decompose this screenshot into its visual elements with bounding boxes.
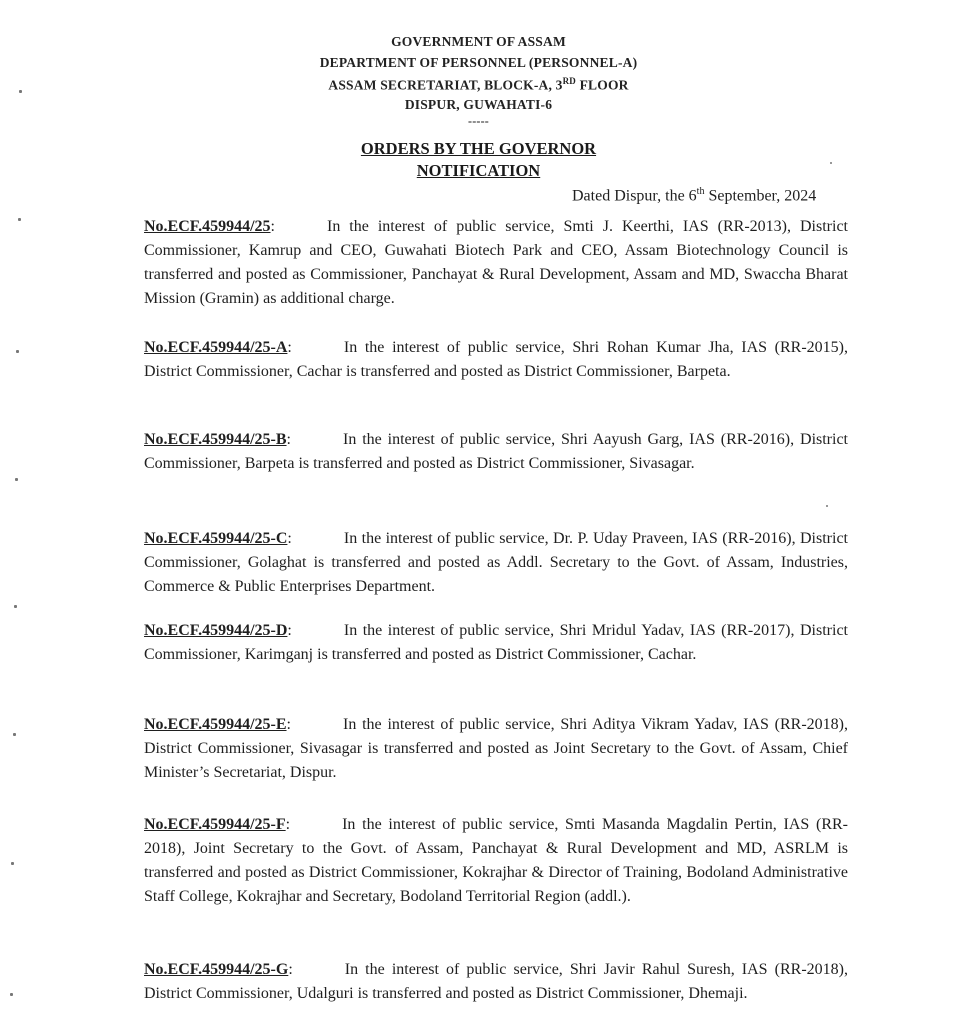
order-number: No.ECF.459944/25-D [144, 622, 288, 639]
dated-text: Dated Dispur, the 6 [572, 187, 697, 205]
order-number: No.ECF.459944/25-A [144, 339, 288, 356]
scan-speck [15, 478, 18, 481]
order-text: In the interest of public service, Dr. P. Uday Praveen, IAS (RR-2016), District Commissioner, Golaghat is transferred and posted as Addl. Secretary to the Govt. of Assam, Industries, Commerce & Public Enterprises Department. [144, 530, 848, 595]
letterhead-government: GOVERNMENT OF ASSAM [391, 34, 566, 49]
address-floor: FLOOR [576, 77, 629, 93]
order-paragraph [144, 958, 848, 1006]
order-paragraph [144, 813, 848, 909]
order-colon: : [286, 431, 291, 448]
order-paragraph [144, 713, 848, 785]
order-text: In the interest of public service, Smti J. Keerthi, IAS (RR-2013), District Commissioner, Kamrup and CEO, Guwahati Biotech Park and CEO, Assam Biotechnology Council is transferred and posted as Commissioner, Panchayat & Rural Development, Assam and MD, Swaccha Bharat Mission (Gramin) as additional charge. [144, 218, 848, 307]
scan-speck [14, 605, 17, 608]
order-text: In the interest of public service, Shri Javir Rahul Suresh, IAS (RR-2018), District Commissioner, Udalguri is transferred and posted as District Commissioner, Dhemaji. [144, 961, 848, 1002]
dated-line [572, 186, 816, 205]
order-colon: : [285, 816, 291, 833]
order-number: No.ECF.459944/25 [144, 218, 271, 235]
order-colon: : [286, 716, 291, 733]
letterhead-address [0, 76, 957, 94]
order-colon: : [287, 339, 292, 356]
notification-title: NOTIFICATION [416, 161, 541, 180]
order-text: In the interest of public service, Shri Rohan Kumar Jha, IAS (RR-2015), District Commissioner, Cachar is transferred and posted as District Commissioner, Barpeta. [144, 339, 848, 380]
order-number: No.ECF.459944/25-C [144, 530, 288, 547]
letterhead-department: DEPARTMENT OF PERSONNEL (PERSONNEL-A) [319, 55, 638, 70]
scan-speck [19, 90, 22, 93]
order-colon: : [288, 961, 293, 978]
scan-speck [826, 505, 828, 507]
scan-speck [18, 218, 21, 221]
order-colon: : [270, 218, 275, 235]
order-text: In the interest of public service, Shri Aayush Garg, IAS (RR-2016), District Commissioner, Barpeta is transferred and posted as District Commissioner, Sivasagar. [144, 431, 848, 472]
dated-ordinal: th [696, 186, 705, 197]
order-paragraph [144, 215, 848, 311]
order-text: In the interest of public service, Smti Masanda Magdalin Pertin, IAS (RR-2018), Joint Secretary to the Govt. of Assam, Panchayat & Rural Development and MD, ASRLM is transferred and posted as District Commissioner, Kokrajhar & Director of Training, Bodoland Administrative Staff College, Kokrajhar and Secretary, Bodoland Territorial Region (addl.). [144, 816, 848, 905]
order-number: No.ECF.459944/25-G [144, 961, 289, 978]
address-ordinal: RD [562, 76, 577, 86]
dated-month-year: September, 2024 [704, 187, 817, 205]
order-number: No.ECF.459944/25-B [144, 431, 287, 448]
scan-speck [10, 993, 13, 996]
letterhead-city: DISPUR, GUWAHATI-6 [404, 97, 553, 112]
separator: ----- [468, 114, 489, 128]
order-colon: : [287, 622, 292, 639]
scan-speck [13, 733, 16, 736]
scan-speck [11, 862, 14, 865]
order-paragraph [144, 619, 848, 667]
address-text: ASSAM SECRETARIAT, BLOCK-A, 3 [328, 77, 563, 93]
scan-speck [830, 162, 832, 164]
order-paragraph [144, 527, 848, 599]
order-text: In the interest of public service, Shri Aditya Vikram Yadav, IAS (RR-2018), District Commissioner, Sivasagar is transferred and posted as Joint Secretary to the Govt. of Assam, Chief Minister’s Secretariat, Dispur. [144, 716, 848, 781]
orders-title: ORDERS BY THE GOVERNOR [360, 139, 597, 158]
scan-speck [16, 350, 19, 353]
order-number: No.ECF.459944/25-F [144, 816, 286, 833]
order-paragraph [144, 336, 848, 384]
order-number: No.ECF.459944/25-E [144, 716, 287, 733]
order-text: In the interest of public service, Shri Mridul Yadav, IAS (RR-2017), District Commissioner, Karimganj is transferred and posted as District Commissioner, Cachar. [144, 622, 848, 663]
order-colon: : [287, 530, 292, 547]
order-paragraph [144, 428, 848, 476]
